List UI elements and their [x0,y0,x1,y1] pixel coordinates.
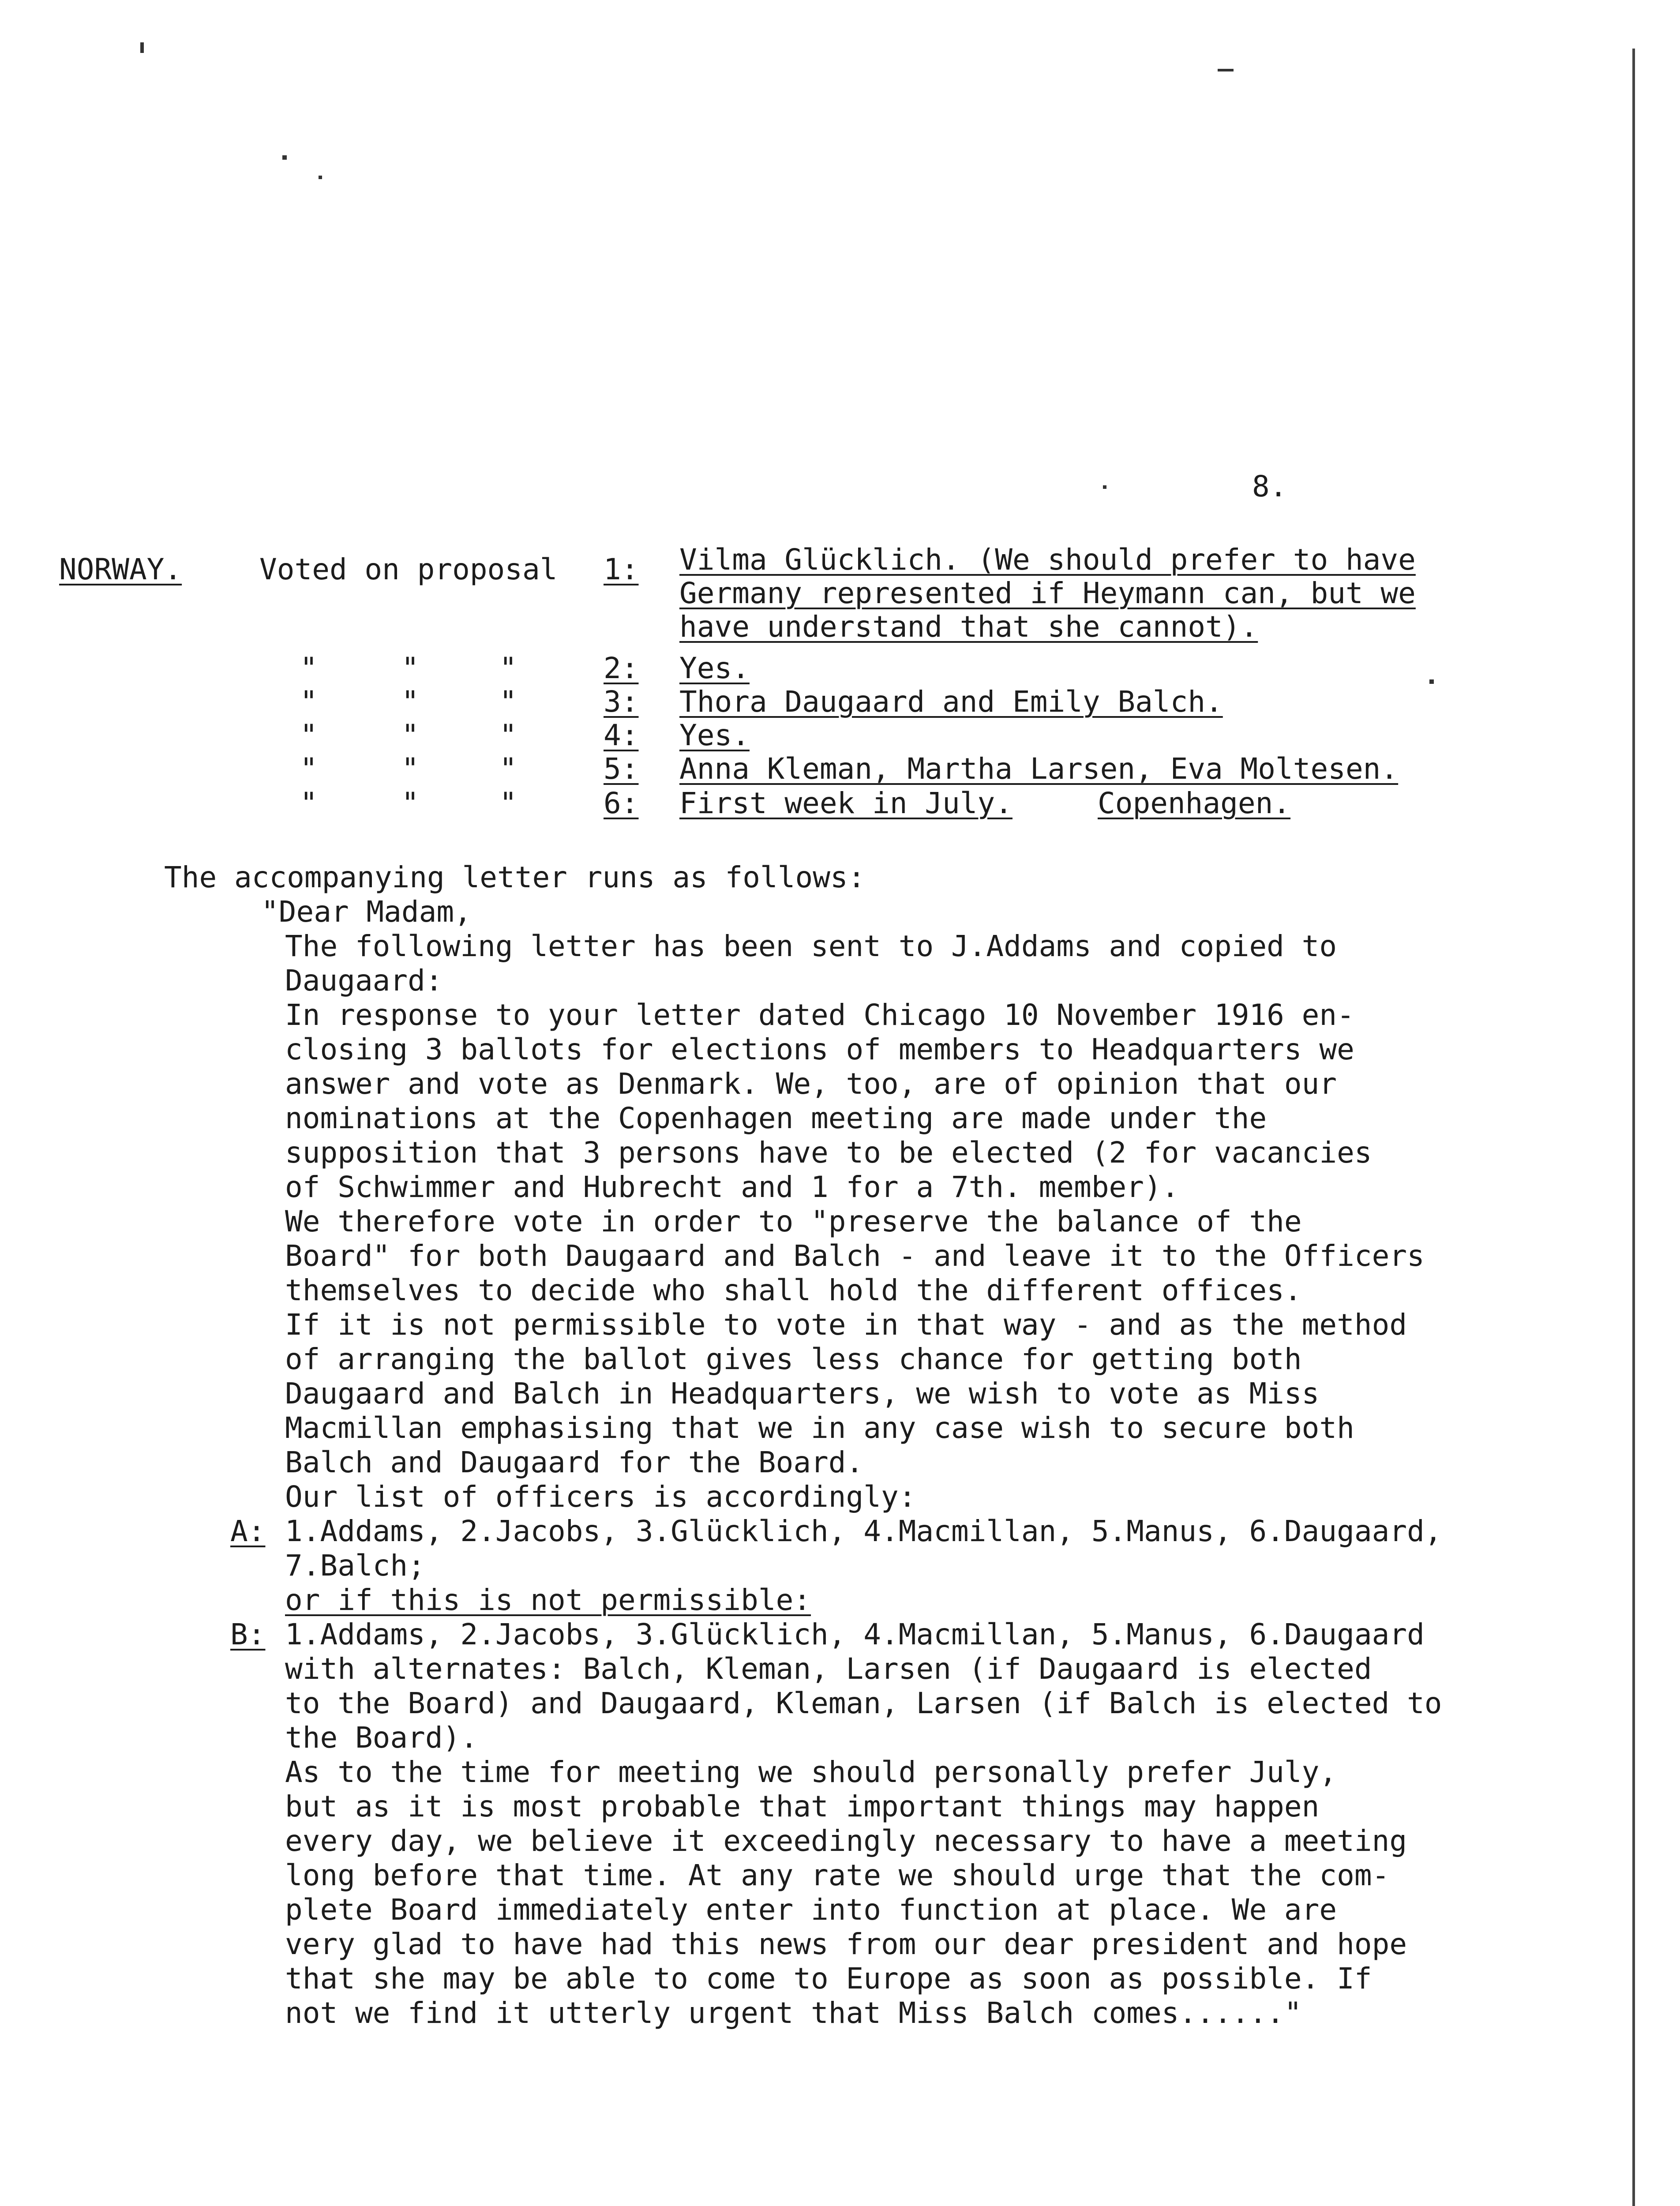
vote-number: 4: [604,718,639,752]
letter-line: We therefore vote in order to "preserve the balance of the [285,1204,1302,1238]
vote-answer: Thora Daugaard and Emily Balch. [679,685,1223,719]
scan-speck [1103,485,1106,489]
ditto-mark: " [401,685,419,719]
page-number: 8. [1252,469,1287,503]
option-b-label: B: [230,1617,266,1651]
vote-answer: Vilma Glücklich. (We should prefer to have [679,543,1416,577]
ditto-mark: " [499,786,517,820]
letter-line: nominations at the Copenhagen meeting are made under the [285,1101,1267,1135]
ditto-mark: " [401,718,419,752]
letter-line: answer and vote as Denmark. We, too, are of opinion that our [285,1067,1337,1101]
scan-speck [319,176,322,179]
vote-number: 2: [604,651,639,685]
ditto-mark: " [300,786,318,820]
scan-speck [1429,679,1434,684]
vote-number: 1: [604,552,639,586]
vote-answer: Yes. [679,651,750,685]
ditto-mark: " [300,752,318,786]
option-a-label: A: [230,1514,266,1548]
vote-answer: Anna Kleman, Martha Larsen, Eva Moltesen. [679,752,1399,786]
letter-line: Daugaard: [285,964,443,998]
ditto-mark: " [300,685,318,719]
option-b-line: with alternates: Balch, Kleman, Larsen (if Daugaard is elected [285,1652,1372,1686]
vote-number: 6: [604,786,639,820]
ditto-mark: " [499,752,517,786]
closing-line: long before that time. At any rate we should urge that the com- [285,1858,1390,1892]
ditto-mark: " [401,651,419,685]
ditto-mark: " [499,685,517,719]
closing-line: that she may be able to come to Europe as soon as possible. If [285,1962,1372,1996]
letter-intro: The accompanying letter runs as follows: [164,860,866,894]
ditto-mark: " [401,786,419,820]
letter-line: If it is not permissible to vote in that way - and as the method [285,1308,1407,1342]
letter-line: of arranging the ballot gives less chance for getting both [285,1342,1302,1376]
option-a-line: 7.Balch; [285,1549,425,1583]
letter-line: In response to your letter dated Chicago 10 November 1916 en- [285,998,1354,1032]
letter-line: The following letter has been sent to J.Addams and copied to [285,929,1337,963]
vote-answer-continued: Germany represented if Heymann can, but we [679,576,1416,610]
or-line: or if this is not permissible: [285,1583,811,1617]
letter-line: Balch and Daugaard for the Board. [285,1445,864,1479]
letter-line: supposition that 3 persons have to be elected (2 for vacancies [285,1136,1372,1170]
option-b-line: the Board). [285,1721,478,1755]
vote-answer: First week in July. [679,786,1012,820]
letter-line: Macmillan emphasising that we in any case wish to secure both [285,1411,1354,1445]
vote-lead: Voted on proposal [259,552,558,586]
letter-line: Our list of officers is accordingly: [285,1480,916,1514]
letter-line: closing 3 ballots for elections of members to Headquarters we [285,1032,1354,1066]
ditto-mark: " [300,718,318,752]
letter-line: Board" for both Daugaard and Balch - and leave it to the Officers [285,1239,1425,1273]
country-heading: NORWAY. [59,552,182,586]
ditto-mark: " [401,752,419,786]
scan-edge-line [1632,49,1635,2206]
closing-line: every day, we believe it exceedingly necessary to have a meeting [285,1824,1407,1858]
letter-line: themselves to decide who shall hold the different offices. [285,1273,1302,1307]
closing-line: not we find it utterly urgent that Miss Balch comes......" [285,1996,1302,2030]
option-b-line: 1.Addams, 2.Jacobs, 3.Glücklich, 4.Macmillan, 5.Manus, 6.Daugaard [285,1617,1425,1651]
vote-answer: Yes. [679,718,750,752]
closing-line: plete Board immediately enter into function at place. We are [285,1893,1337,1927]
vote-number: 5: [604,752,639,786]
scan-speck [140,42,144,53]
ditto-mark: " [300,651,318,685]
ditto-mark: " [499,718,517,752]
option-b-line: to the Board) and Daugaard, Kleman, Larsen (if Balch is elected to [285,1686,1442,1720]
letter-salutation: "Dear Madam, [261,895,472,929]
closing-line: but as it is most probable that important things may happen [285,1790,1320,1823]
letter-line: Daugaard and Balch in Headquarters, we wish to vote as Miss [285,1377,1320,1411]
option-a-line: 1.Addams, 2.Jacobs, 3.Glücklich, 4.Macmillan, 5.Manus, 6.Daugaard, [285,1514,1442,1548]
letter-line: of Schwimmer and Hubrecht and 1 for a 7th. member). [285,1170,1179,1204]
ditto-mark: " [499,651,517,685]
scan-speck [1218,69,1234,71]
vote-number: 3: [604,685,639,719]
closing-line: very glad to have had this news from our dear president and hope [285,1927,1407,1961]
closing-line: As to the time for meeting we should personally prefer July, [285,1755,1337,1789]
vote-answer-continued: have understand that she cannot). [679,610,1258,644]
vote-answer-place: Copenhagen. [1098,786,1291,820]
scan-speck [282,155,287,160]
